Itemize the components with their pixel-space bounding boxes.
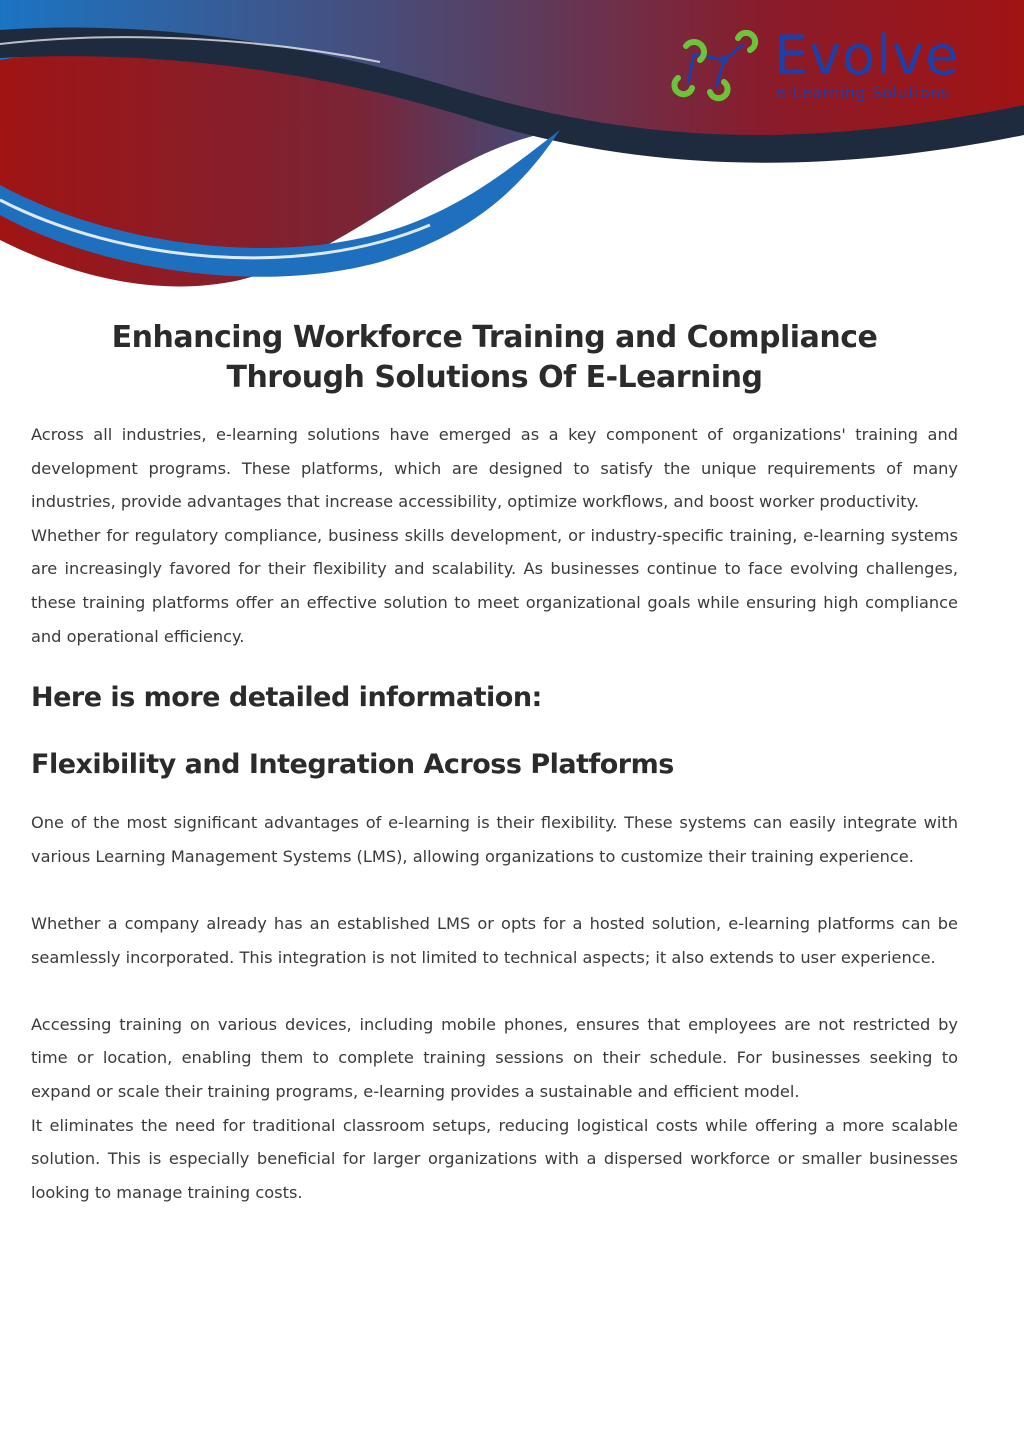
document-body bbox=[31, 318, 958, 1209]
title-line-2: Through Solutions Of E-Learning bbox=[226, 360, 763, 395]
brand-tagline: e-Learning Solutions bbox=[776, 83, 950, 102]
section-heading-more-info: Here is more detailed information: bbox=[31, 682, 542, 714]
flexibility-paragraph-2: Whether a company already has an established LMS or opts for a hosted solution, e-learning platforms can be seamlessly incorporated. This integration is not limited to technical aspects; it also extends to user experience. bbox=[31, 913, 958, 967]
section-heading-flexibility: Flexibility and Integration Across Platforms bbox=[31, 749, 674, 781]
flexibility-paragraph-3: Accessing training on various devices, including mobile phones, ensures that employees are not restricted by time or location, enabling them to complete training sessions on their schedule. For businesses seeking to expand or scale their training programs, e-learning provides a sustainable and efficient model. bbox=[31, 1014, 958, 1101]
paragraph-spacer bbox=[31, 873, 958, 907]
brand-name: Evolve bbox=[774, 24, 960, 87]
brand-logo bbox=[668, 26, 1008, 110]
intro-paragraph-1: Across all industries, e-learning solutions have emerged as a key component of organizations' training and development programs. These platforms, which are designed to satisfy the unique requirements of many industries, provide advantages that increase accessibility, optimize workflows, and boost worker productivity. bbox=[31, 425, 958, 512]
intro-paragraph-2: Whether for regulatory compliance, business skills development, or industry-specific training, e-learning systems are increasingly favored for their flexibility and scalability. As businesses continue to face evolving challenges, these training platforms offer an effective solution to meet organizational goals while ensuring high compliance and operational efficiency. bbox=[31, 525, 958, 646]
flexibility-paragraph-1: One of the most significant advantages of e-learning is their flexibility. These systems can easily integrate with various Learning Management Systems (LMS), allowing organizations to customize their training experience. bbox=[31, 813, 958, 866]
molecule-icon bbox=[668, 30, 768, 106]
flexibility-paragraph-4: It eliminates the need for traditional classroom setups, reducing logistical costs while offering a more scalable solution. This is especially beneficial for larger organizations with a dispersed workforce or smaller businesses looking to manage training costs. bbox=[31, 1115, 958, 1202]
title-line-1: Enhancing Workforce Training and Compliance bbox=[111, 320, 878, 355]
paragraph-spacer bbox=[31, 974, 958, 1008]
document-title bbox=[31, 318, 958, 398]
